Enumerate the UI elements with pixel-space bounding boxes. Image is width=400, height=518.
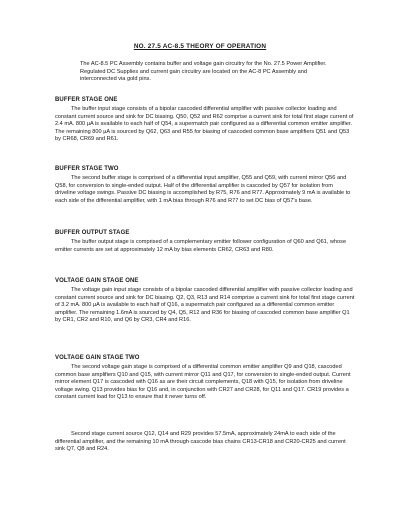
section-paragraph-voltage-gain-stage-two: The second voltage gain stage is comprised of a differential common emitter amplifier Q9 and Q18, cascoded common base amplifiers Q10 and Q15, with current mirror Q11 and Q17, for conversion to single-ended output. Current mirror element Q17 is cascoded with Q16 as are their circuit complements, Q18 with Q15, for isolation from driveline voltage swing. Q13 provides bias for Q16 and, in conjunction with CR27 and CR28, for Q11 and Q17. CR19 provides a constant current load for Q13 to ensure that it never turns off. xyxy=(55,364,351,401)
section-heading-voltage-gain-stage-one: VOLTAGE GAIN STAGE ONE xyxy=(55,278,139,284)
section-heading-voltage-gain-stage-two: VOLTAGE GAIN STAGE TWO xyxy=(55,355,140,361)
document-title: NO. 27.5 AC-8.5 THEORY OF OPERATION xyxy=(133,43,267,50)
section-paragraph-buffer-stage-one: The buffer input stage consists of a bipolar cascoded differential amplifier with passive collector loading and constant current source and sink for DC biasing. Q50, Q52 and R62 comprise a current sink for total first stage current of 2.4 mA. 800 µA is available to each half of Q54, a supermatch pair configured as a differential common emitter amplifier. The remaining 800 µA is sourced by Q62, Q63 and R55 for biasing of cascoded common base amplifiers Q51 and Q53 by CR68, CR69 and R61. xyxy=(55,106,354,143)
section-heading-buffer-output-stage: BUFFER OUTPUT STAGE xyxy=(55,230,130,236)
section-paragraph-buffer-output-stage: The buffer output stage is comprised of a complementary emitter follower configuration of Q60 and Q61, whose emitter currents are set at approximately 12 mA by bias elements CR62, CR63 and R80. xyxy=(55,239,347,253)
section-paragraph-voltage-gain-stage-two-continued: Second stage current source Q12, Q14 and R29 provides 57.5mA, approximately 24mA to each side of the differential amplifier, and the remaining 10 mA through cascode bias chains CR13-CR18 and CR20-CR25 and current sink Q7, Q8 and R24. xyxy=(55,431,346,453)
section-paragraph-buffer-stage-two: The second buffer stage is comprised of a differential input amplifier, Q55 and Q59, with current mirror Q56 and Q58, for conversion to single-ended output. Half of the differential amplifier is cascoded by Q57 for isolation from driveline voltage swings. Passive DC biasing is accomplished by R75, R76 and R77. Approximately 9 mA is available to each side of the differential amplifier, with 1 mA bias through R76 and R77 to set DC bias of Q57's base. xyxy=(55,175,351,204)
section-heading-buffer-stage-two: BUFFER STAGE TWO xyxy=(55,166,119,172)
section-heading-buffer-stage-one: BUFFER STAGE ONE xyxy=(55,97,118,103)
section-paragraph-voltage-gain-stage-one: The voltage gain input stage consists of a bipolar cascoded differential amplifier with passive collector loading and constant current source and sink for DC biasing. Q2, Q3, R13 and R14 comprise a current sink for total first stage current of 3.2 mA. 800 µA is available to each half of Q16, a supermatch pair configured as a differential common emitter amplifier. The remaining 1.6mA is sourced by Q4, Q5, R12 and R36 for biasing of cascoded common base amplifier Q1 by CR1, CR2 and R10, and Q6 by CR3, CR4 and R16. xyxy=(55,287,355,324)
intro-paragraph: The AC-8.5 PC Assembly contains buffer and voltage gain circuitry for the No. 27.5 Power Amplifier. Regulated DC Supplies and current gain circuitry are located on the AC-8 PC Assembly and interconnected via gold pins. xyxy=(80,61,327,83)
